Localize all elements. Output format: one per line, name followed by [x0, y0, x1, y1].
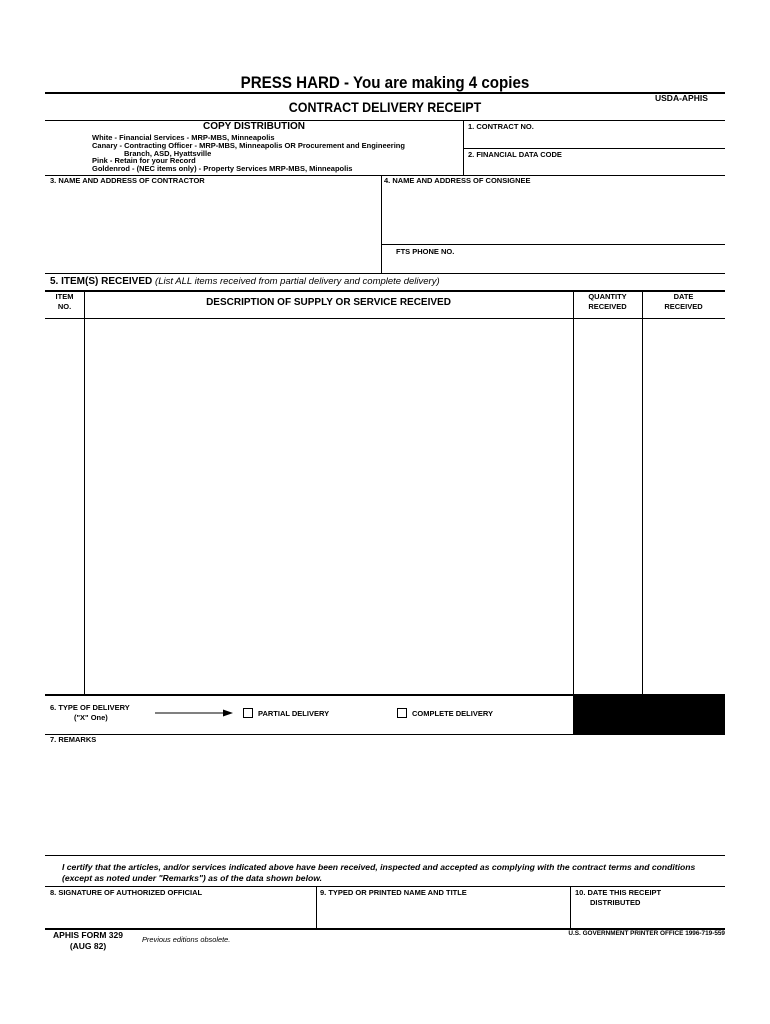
agency-label: USDA-APHIS — [655, 93, 708, 103]
copy-distribution-line: White - Financial Services - MRP-MBS, Minneapolis — [92, 133, 275, 142]
complete-delivery-label: COMPLETE DELIVERY — [412, 709, 493, 719]
certification-bottom-rule — [45, 886, 725, 887]
contract-no-field[interactable] — [464, 132, 725, 147]
financial-data-code-field[interactable] — [464, 160, 725, 174]
column-header-date: DATE — [673, 292, 694, 302]
column-header-quantity: RECEIVED — [588, 302, 627, 312]
fts-phone-label: FTS PHONE NO. — [396, 247, 455, 257]
type-of-delivery-label: 6. TYPE OF DELIVERY — [50, 703, 130, 713]
form-date: (AUG 82) — [69, 940, 107, 951]
press-hard-banner: PRESS HARD - You are making 4 copies — [240, 73, 530, 92]
contractor-address-field[interactable] — [46, 186, 380, 272]
type-of-delivery-hint: ("X" One) — [74, 713, 108, 723]
date-distributed-label: DISTRIBUTED — [590, 898, 641, 908]
description-column-field[interactable] — [85, 319, 572, 693]
consignee-address-field[interactable] — [382, 186, 725, 243]
copy-distribution-line: Goldenrod - (NEC items only) - Property Services MRP-MBS, Minneapolis — [92, 164, 353, 173]
date-distributed-label: 10. DATE THIS RECEIPT — [575, 888, 662, 898]
arrow-right-icon — [155, 708, 234, 718]
items-received-heading-row — [50, 277, 440, 287]
column-header-description: DESCRIPTION OF SUPPLY OR SERVICE RECEIVED — [206, 297, 451, 309]
partial-delivery-checkbox[interactable] — [243, 708, 253, 718]
contract-no-label: 1. CONTRACT NO. — [468, 122, 534, 132]
complete-delivery-checkbox[interactable] — [397, 708, 407, 718]
contract-no-rule — [463, 148, 725, 149]
column-header-item-no: ITEM — [55, 292, 74, 302]
consignee-label: 4. NAME AND ADDRESS OF CONSIGNEE — [384, 176, 531, 186]
delivery-bottom-rule — [45, 734, 725, 735]
remarks-bottom-rule — [45, 855, 725, 856]
contractor-label: 3. NAME AND ADDRESS OF CONTRACTOR — [50, 176, 205, 186]
copy-distribution-line: Pink - Retain for your Record — [92, 156, 196, 166]
remarks-label: 7. REMARKS — [50, 735, 97, 745]
date-received-column-field[interactable] — [643, 319, 725, 693]
items-received-instruction: (List ALL items received from partial delivery and complete delivery) — [155, 276, 440, 287]
item-no-column-field[interactable] — [46, 319, 83, 693]
copy-distribution-line: Branch, ASD, Hyattsville — [124, 148, 212, 158]
date-distributed-field[interactable] — [571, 908, 725, 927]
copy-distribution-list — [92, 134, 405, 173]
fts-phone-field[interactable] — [460, 245, 725, 272]
financial-data-code-label: 2. FINANCIAL DATA CODE — [468, 150, 562, 160]
certification-statement: I certify that the articles, and/or services indicated above have been received, inspected and accepted as complying with the contract terms and conditions — [62, 862, 696, 872]
column-header-quantity: QUANTITY — [588, 292, 627, 302]
signature-field[interactable] — [46, 898, 315, 927]
form-title: CONTRACT DELIVERY RECEIPT — [288, 99, 482, 115]
items-received-heading: 5. ITEM(S) RECEIVED — [50, 276, 153, 287]
address-bottom-rule — [45, 273, 725, 274]
certification-statement: (except as noted under "Remarks") as of the data shown below. — [62, 873, 322, 883]
blacked-out-block — [573, 694, 725, 734]
form-number: APHIS FORM 329 — [53, 929, 123, 940]
copy-distribution-line: Canary - Contracting Officer - MRP-MBS, Minneapolis OR Procurement and Engineering — [92, 140, 405, 150]
column-header-item-no: NO. — [57, 302, 72, 312]
title-rule — [45, 120, 725, 121]
name-title-field[interactable] — [317, 898, 569, 927]
remarks-field[interactable] — [46, 746, 725, 854]
copy-distribution-title: COPY DISTRIBUTION — [202, 121, 306, 132]
name-title-label: 9. TYPED OR PRINTED NAME AND TITLE — [320, 888, 467, 898]
quantity-received-column-field[interactable] — [574, 319, 641, 693]
header-rule — [45, 92, 725, 94]
edition-note: Previous editions obsolete. — [142, 934, 231, 944]
signature-label: 8. SIGNATURE OF AUTHORIZED OFFICIAL — [50, 888, 203, 898]
column-header-date: RECEIVED — [664, 302, 703, 312]
partial-delivery-label: PARTIAL DELIVERY — [258, 709, 330, 719]
printer-imprint: U.S. GOVERNMENT PRINTER OFFICE 1996-719-559 — [568, 929, 725, 937]
